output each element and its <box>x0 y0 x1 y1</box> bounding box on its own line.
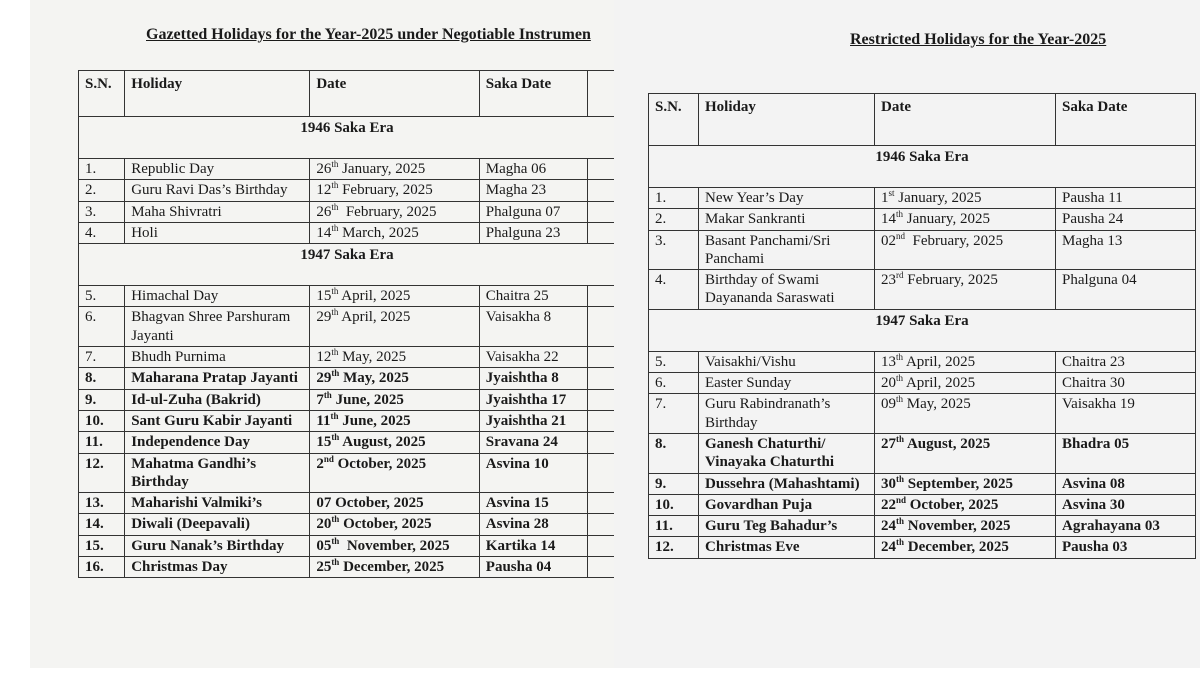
gazetted-holidays-body <box>79 117 616 578</box>
restricted-holidays-title: Restricted Holidays for the Year-2025 <box>850 31 1107 48</box>
saka-date: Asvina 08 <box>1056 473 1196 494</box>
date-month-year: February, 2025 <box>903 272 998 289</box>
holiday-name: Makar Sankranti <box>699 209 875 230</box>
holiday-name: Holi <box>125 222 310 243</box>
holiday-date <box>875 351 1056 372</box>
serial-number: 10. <box>649 494 699 515</box>
serial-number: 16. <box>79 557 125 578</box>
table-row <box>79 432 616 453</box>
truncated-cell <box>587 159 615 180</box>
date-ordinal-suffix: st <box>888 188 895 198</box>
saka-date: Sravana 24 <box>479 432 587 453</box>
holiday-name: Maharana Pratap Jayanti <box>125 368 310 389</box>
date-ordinal-suffix: rd <box>896 270 904 281</box>
era-row <box>649 309 1196 351</box>
holiday-name: Govardhan Puja <box>699 494 875 515</box>
date-ordinal-suffix: th <box>331 286 339 297</box>
table-row <box>649 494 1196 515</box>
saka-date: Magha 23 <box>479 180 587 201</box>
date-month-year: June, 2025 <box>338 412 411 429</box>
date-ordinal-suffix: th <box>323 389 332 400</box>
table-header-row <box>79 71 616 117</box>
holiday-date <box>310 368 479 389</box>
era-row <box>649 146 1196 188</box>
table-row <box>79 493 616 514</box>
date-day: 29 <box>316 309 332 326</box>
holiday-name: Easter Sunday <box>699 373 875 394</box>
date-month-year: May, 2025 <box>338 349 407 366</box>
serial-number: 12. <box>649 537 699 558</box>
era-label: 1947 Saka Era <box>649 309 1196 351</box>
holiday-date <box>875 373 1056 394</box>
date-day: 20 <box>881 375 896 392</box>
saka-date: Phalguna 23 <box>479 222 587 243</box>
holiday-name: Christmas Eve <box>699 537 875 558</box>
date-month-year: November, 2025 <box>339 537 450 554</box>
table-row <box>79 453 616 493</box>
serial-number: 4. <box>649 270 699 310</box>
holiday-name: Bhudh Purnima <box>125 347 310 368</box>
holiday-name: Republic Day <box>125 159 310 180</box>
serial-number: 6. <box>79 307 125 347</box>
holiday-name: Christmas Day <box>125 557 310 578</box>
date-ordinal-suffix: th <box>331 368 340 379</box>
serial-number: 1. <box>79 159 125 180</box>
date-month-year: January, 2025 <box>338 161 426 177</box>
truncated-cell <box>587 201 615 222</box>
holiday-name: Id-ul-Zuha (Bakrid) <box>125 389 310 410</box>
saka-date: Pausha 04 <box>479 557 587 578</box>
era-label: 1946 Saka Era <box>79 117 616 159</box>
table-row <box>79 368 616 389</box>
date-day: 07 October, 2025 <box>316 495 424 512</box>
date-month-year: April, 2025 <box>338 309 411 326</box>
date-month-year: October, 2025 <box>339 516 432 533</box>
holiday-date <box>310 201 479 222</box>
date-day: 14 <box>881 211 896 228</box>
holiday-date <box>875 473 1056 494</box>
holiday-date <box>310 159 479 180</box>
date-day: 05 <box>316 537 332 554</box>
date-day: 13 <box>881 353 896 370</box>
saka-date: Kartika 14 <box>479 535 587 556</box>
table-row <box>79 514 616 535</box>
holiday-date <box>310 432 479 453</box>
date-day: 11 <box>316 412 331 429</box>
holiday-date <box>310 307 479 347</box>
serial-number: 13. <box>79 493 125 514</box>
date-day: 23 <box>881 272 896 289</box>
serial-number: 14. <box>79 514 125 535</box>
date-month-year: January, 2025 <box>903 211 990 228</box>
date-month-year: April, 2025 <box>338 288 411 305</box>
holiday-name: Birthday of Swami Dayananda Saraswati <box>699 270 875 310</box>
table-row <box>79 389 616 410</box>
holiday-date <box>875 433 1056 473</box>
table-row <box>649 394 1196 434</box>
saka-date: Vaisakha 8 <box>479 307 587 347</box>
saka-date: Chaitra 30 <box>1056 373 1196 394</box>
truncated-cell <box>587 347 615 368</box>
date-ordinal-suffix: th <box>896 433 905 444</box>
saka-date: Jyaishtha 21 <box>479 410 587 431</box>
gazetted-holidays-title: Gazetted Holidays for the Year-2025 under Negotiable Instrumen <box>146 26 591 43</box>
holiday-date <box>310 453 479 493</box>
date-ordinal-suffix: th <box>330 410 339 421</box>
date-ordinal-suffix: th <box>896 473 905 484</box>
serial-number: 9. <box>79 389 125 410</box>
holiday-date <box>875 270 1056 310</box>
date-ordinal-suffix: th <box>331 557 340 568</box>
saka-date: Magha 06 <box>479 159 587 180</box>
holiday-date <box>310 535 479 556</box>
date-day: 26 <box>316 161 332 177</box>
saka-date: Asvina 30 <box>1056 494 1196 515</box>
date-month-year: September, 2025 <box>904 475 1014 492</box>
holiday-name: Maharishi Valmiki’s <box>125 493 310 514</box>
truncated-cell <box>587 514 615 535</box>
serial-number: 1. <box>649 188 699 209</box>
date-ordinal-suffix: th <box>896 516 905 527</box>
date-ordinal-suffix: th <box>331 180 339 191</box>
table-row <box>649 351 1196 372</box>
date-month-year: April, 2025 <box>903 353 976 370</box>
date-day: 1 <box>881 190 889 206</box>
holiday-name: Bhagvan Shree Parshuram Jayanti <box>125 307 310 347</box>
holiday-date <box>310 557 479 578</box>
saka-date: Chaitra 23 <box>1056 351 1196 372</box>
truncated-cell <box>587 389 615 410</box>
saka-date: Vaisakha 22 <box>479 347 587 368</box>
holiday-date <box>310 514 479 535</box>
table-row <box>79 557 616 578</box>
date-month-year: February, 2025 <box>338 182 433 199</box>
date-month-year: February, 2025 <box>905 232 1004 249</box>
date-day: 2 <box>316 455 324 472</box>
table-row <box>649 433 1196 473</box>
date-ordinal-suffix: th <box>896 394 904 405</box>
holiday-date <box>310 286 479 307</box>
era-label: 1947 Saka Era <box>79 244 616 286</box>
date-month-year: May, 2025 <box>903 396 971 413</box>
date-month-year: January, 2025 <box>894 190 982 206</box>
date-day: 27 <box>881 435 896 452</box>
serial-number: 10. <box>79 410 125 431</box>
serial-number: 5. <box>649 351 699 372</box>
saka-date: Pausha 11 <box>1056 188 1196 209</box>
saka-date: Pausha 03 <box>1056 537 1196 558</box>
date-ordinal-suffix: th <box>896 351 904 362</box>
date-month-year: February, 2025 <box>338 203 437 220</box>
holiday-date <box>310 347 479 368</box>
date-day: 30 <box>881 475 896 492</box>
table-row <box>649 373 1196 394</box>
serial-number: 15. <box>79 535 125 556</box>
date-day: 26 <box>316 203 332 220</box>
era-row <box>79 244 616 286</box>
truncated-column-header <box>587 71 615 117</box>
date-day: 20 <box>316 516 332 533</box>
date-month-year: December, 2025 <box>904 539 1009 556</box>
table-row <box>649 473 1196 494</box>
date-ordinal-suffix: th <box>331 432 340 443</box>
date-day: 02 <box>881 232 896 249</box>
table-row <box>79 201 616 222</box>
restricted-holidays-body <box>649 146 1196 559</box>
gazetted-holidays-page <box>30 0 616 668</box>
date-day: 09 <box>881 396 896 413</box>
date-ordinal-suffix: nd <box>323 453 334 464</box>
date-month-year: March, 2025 <box>338 224 419 241</box>
date-month-year: October, 2025 <box>333 455 427 472</box>
holiday-name: Guru Ravi Das’s Birthday <box>125 180 310 201</box>
date-day: 14 <box>316 224 332 241</box>
serial-number: 2. <box>649 209 699 230</box>
date-month-year: October, 2025 <box>906 496 999 513</box>
date-ordinal-suffix: th <box>331 307 339 318</box>
table-row <box>79 347 616 368</box>
saka-date: Pausha 24 <box>1056 209 1196 230</box>
table-row <box>649 230 1196 270</box>
holiday-name: Guru Nanak’s Birthday <box>125 535 310 556</box>
holiday-name: Sant Guru Kabir Jayanti <box>125 410 310 431</box>
table-row <box>649 516 1196 537</box>
serial-number: 2. <box>79 180 125 201</box>
table-row <box>649 537 1196 558</box>
sn-header: S.N. <box>79 71 125 117</box>
table-row <box>79 159 616 180</box>
holiday-date <box>875 209 1056 230</box>
date-day: 22 <box>881 496 896 513</box>
serial-number: 11. <box>649 516 699 537</box>
truncated-cell <box>587 180 615 201</box>
saka-date: Bhadra 05 <box>1056 433 1196 473</box>
holiday-header: Holiday <box>125 71 310 117</box>
date-day: 24 <box>881 518 896 535</box>
saka-date: Magha 13 <box>1056 230 1196 270</box>
holiday-name: Himachal Day <box>125 286 310 307</box>
serial-number: 5. <box>79 286 125 307</box>
truncated-cell <box>587 432 615 453</box>
saka-date: Chaitra 25 <box>479 286 587 307</box>
holiday-date <box>875 516 1056 537</box>
truncated-cell <box>587 557 615 578</box>
sn-header: S.N. <box>649 94 699 146</box>
holiday-name: Diwali (Deepavali) <box>125 514 310 535</box>
table-row <box>79 410 616 431</box>
holiday-header: Holiday <box>699 94 875 146</box>
saka-date: Jyaishtha 8 <box>479 368 587 389</box>
date-day: 15 <box>316 434 332 451</box>
date-month-year: June, 2025 <box>331 391 404 408</box>
holiday-name: New Year’s Day <box>699 188 875 209</box>
serial-number: 9. <box>649 473 699 494</box>
serial-number: 8. <box>649 433 699 473</box>
saka-date: Asvina 28 <box>479 514 587 535</box>
serial-number: 12. <box>79 453 125 493</box>
serial-number: 4. <box>79 222 125 243</box>
date-header: Date <box>875 94 1056 146</box>
saka-date: Asvina 15 <box>479 493 587 514</box>
date-month-year: December, 2025 <box>339 559 445 576</box>
date-ordinal-suffix: th <box>896 373 904 384</box>
serial-number: 3. <box>649 230 699 270</box>
holiday-name: Mahatma Gandhi’s Birthday <box>125 453 310 493</box>
holiday-date <box>310 180 479 201</box>
table-row <box>79 180 616 201</box>
truncated-cell <box>587 222 615 243</box>
truncated-cell <box>587 453 615 493</box>
holiday-date <box>875 230 1056 270</box>
date-ordinal-suffix: th <box>331 535 340 546</box>
saka-date: Phalguna 07 <box>479 201 587 222</box>
table-row <box>79 307 616 347</box>
date-ordinal-suffix: nd <box>896 494 907 505</box>
saka-date: Asvina 10 <box>479 453 587 493</box>
era-row <box>79 117 616 159</box>
holiday-name: Dussehra (Mahashtami) <box>699 473 875 494</box>
truncated-cell <box>587 286 615 307</box>
date-day: 12 <box>316 182 332 199</box>
saka-date-header: Saka Date <box>479 71 587 117</box>
serial-number: 7. <box>79 347 125 368</box>
saka-date: Vaisakha 19 <box>1056 394 1196 434</box>
table-row <box>79 286 616 307</box>
date-day: 12 <box>316 349 332 366</box>
date-ordinal-suffix: th <box>331 159 339 169</box>
date-month-year: April, 2025 <box>903 375 976 392</box>
holiday-name: Basant Panchami/Sri Panchami <box>699 230 875 270</box>
holiday-date <box>310 493 479 514</box>
truncated-cell <box>587 307 615 347</box>
table-row <box>649 209 1196 230</box>
holiday-name: Guru Teg Bahadur’s <box>699 516 875 537</box>
serial-number: 8. <box>79 368 125 389</box>
holiday-date <box>875 537 1056 558</box>
holiday-date <box>875 494 1056 515</box>
restricted-holidays-table <box>648 93 1196 559</box>
date-day: 25 <box>316 559 332 576</box>
date-ordinal-suffix: th <box>331 347 339 358</box>
restricted-holidays-page <box>614 0 1200 668</box>
serial-number: 7. <box>649 394 699 434</box>
holiday-date <box>310 410 479 431</box>
date-ordinal-suffix: nd <box>896 230 905 241</box>
holiday-date <box>310 222 479 243</box>
date-month-year: August, 2025 <box>339 434 426 451</box>
table-row <box>649 270 1196 310</box>
saka-date: Jyaishtha 17 <box>479 389 587 410</box>
table-row <box>649 188 1196 209</box>
date-ordinal-suffix: th <box>896 209 904 220</box>
table-row <box>79 222 616 243</box>
date-month-year: August, 2025 <box>904 435 991 452</box>
truncated-cell <box>587 535 615 556</box>
saka-date: Phalguna 04 <box>1056 270 1196 310</box>
date-day: 24 <box>881 539 896 556</box>
table-row <box>79 535 616 556</box>
date-month-year: November, 2025 <box>904 518 1011 535</box>
date-ordinal-suffix: th <box>896 537 905 548</box>
saka-date: Agrahayana 03 <box>1056 516 1196 537</box>
date-ordinal-suffix: th <box>331 222 339 233</box>
holiday-date <box>875 394 1056 434</box>
saka-date-header: Saka Date <box>1056 94 1196 146</box>
serial-number: 6. <box>649 373 699 394</box>
gazetted-holidays-table <box>78 70 616 578</box>
serial-number: 11. <box>79 432 125 453</box>
holiday-date <box>310 389 479 410</box>
date-ordinal-suffix: th <box>331 201 339 212</box>
truncated-cell <box>587 493 615 514</box>
holiday-date <box>875 188 1056 209</box>
holiday-name: Guru Rabindranath’s Birthday <box>699 394 875 434</box>
truncated-cell <box>587 410 615 431</box>
holiday-name: Vaisakhi/Vishu <box>699 351 875 372</box>
date-day: 15 <box>316 288 332 305</box>
holiday-name: Maha Shivratri <box>125 201 310 222</box>
holiday-name: Independence Day <box>125 432 310 453</box>
serial-number: 3. <box>79 201 125 222</box>
date-month-year: May, 2025 <box>339 370 409 387</box>
date-header: Date <box>310 71 479 117</box>
truncated-cell <box>587 368 615 389</box>
era-label: 1946 Saka Era <box>649 146 1196 188</box>
date-ordinal-suffix: th <box>331 514 340 525</box>
holiday-name: Ganesh Chaturthi/ Vinayaka Chaturthi <box>699 433 875 473</box>
table-header-row <box>649 94 1196 146</box>
date-day: 29 <box>316 370 332 387</box>
date-day: 7 <box>316 391 324 408</box>
